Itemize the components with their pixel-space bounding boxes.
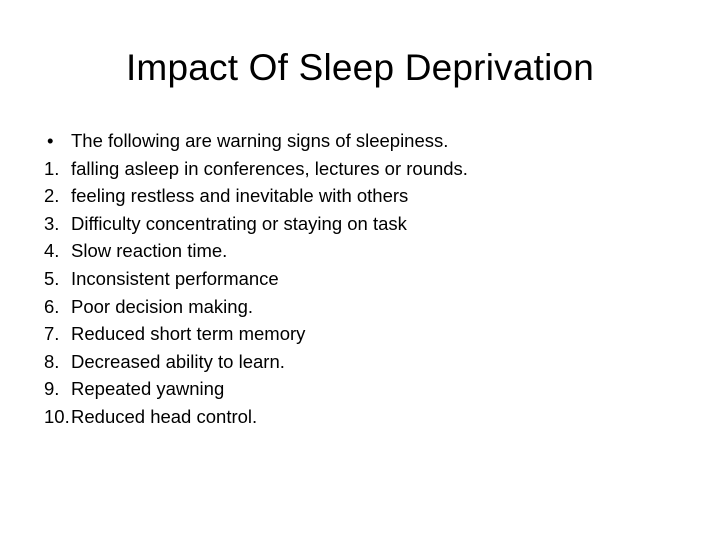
list-number: 6. (44, 295, 60, 317)
list-item (44, 155, 684, 183)
list-item (44, 182, 684, 210)
list-item-text: Repeated yawning (71, 378, 225, 400)
list-item (44, 237, 684, 265)
content-list (44, 127, 684, 431)
bullet-marker: • (47, 130, 54, 151)
list-item-text: Poor decision making. (71, 295, 254, 317)
list-item (44, 320, 684, 348)
slide-title: Impact Of Sleep Deprivation (125, 47, 595, 88)
list-item (44, 348, 684, 376)
list-item (44, 210, 684, 238)
list-item (44, 293, 684, 321)
list-intro-text: The following are warning signs of sleepiness. (71, 130, 449, 151)
list-number: 10. (44, 405, 70, 427)
list-item (44, 375, 684, 403)
list-number: 5. (44, 267, 60, 289)
list-number: 7. (44, 323, 60, 345)
list-item (44, 265, 684, 293)
list-item-text: Inconsistent performance (71, 267, 279, 289)
list-item-text: Difficulty concentrating or staying on task (71, 212, 407, 234)
list-number: 3. (44, 212, 60, 234)
list-item-text: Reduced short term memory (71, 323, 306, 345)
list-item-text: Decreased ability to learn. (71, 350, 285, 372)
list-number: 8. (44, 350, 60, 372)
list-number: 4. (44, 240, 60, 262)
list-intro (44, 127, 684, 155)
list-item-text: falling asleep in conferences, lectures or rounds. (71, 157, 468, 179)
list-number: 2. (44, 185, 60, 207)
list-item-text: Reduced head control. (71, 405, 258, 427)
list-number: 9. (44, 378, 60, 400)
list-item-text: Slow reaction time. (71, 240, 228, 262)
list-item-text: feeling restless and inevitable with others (71, 185, 409, 207)
list-number: 1. (44, 157, 60, 179)
list-item (44, 403, 684, 431)
